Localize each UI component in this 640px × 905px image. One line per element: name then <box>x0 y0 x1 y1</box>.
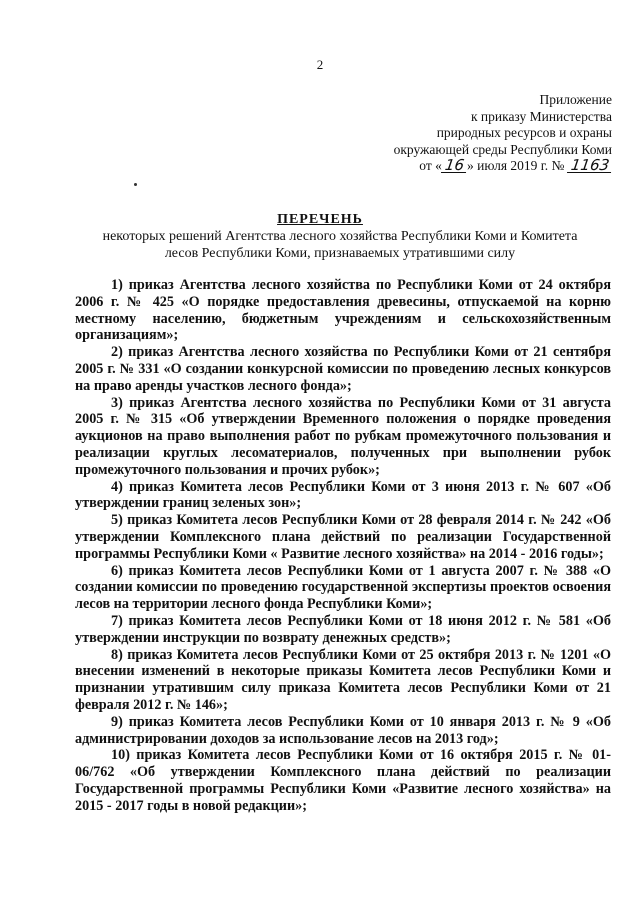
date-prefix: от « <box>419 158 442 173</box>
appendix-line-1: Приложение <box>539 92 612 107</box>
document-title: ПЕРЕЧЕНЬ <box>277 212 363 227</box>
order-date-line <box>394 158 612 175</box>
appendix-line-2: к приказу Министерства <box>470 108 612 124</box>
handwritten-order-number: 1163 <box>567 158 613 173</box>
stray-ink-mark <box>134 183 137 186</box>
appendix-line-3: природных ресурсов и охраны <box>436 125 612 140</box>
subtitle-line-1: некоторых решений Агентства лесного хозяйства Республики Коми и Комитета <box>102 229 578 244</box>
handwritten-day: 16 <box>441 158 468 173</box>
page-number: 2 <box>316 57 324 72</box>
list-item: 8) приказ Комитета лесов Республики Коми от 25 октября 2013 г. № 1201 «О внесении изменений в некоторые приказы Комитета лесов Республики Коми и признании утратившим силу приказа Комитета лесов Республики Коми от 21 февраля 2012 г. № 146»; <box>75 646 611 713</box>
subtitle-line-2: лесов Республики Коми, признаваемых утратившими силу <box>164 246 516 261</box>
list-item: 7) приказ Комитета лесов Республики Коми от 18 июня 2012 г. № 581 «Об утверждении инструкции по возврату денежных средств»; <box>75 612 611 646</box>
list-item: 3) приказ Агентства лесного хозяйства по Республики Коми от 31 августа 2005 г. № 315 «Об утверждении Временного положения о порядке проведения аукционов на право выполнения работ по рубкам промежуточного пользования и реализации круглых лесоматериалов, полученных при выполнении рубок промежуточного пользования и прочих рубок»; <box>75 394 611 478</box>
decision-list <box>75 277 611 815</box>
list-item: 4) приказ Комитета лесов Республики Коми от 3 июня 2013 г. № 607 «Об утверждении границ зеленых зон»; <box>75 478 611 512</box>
list-item: 1) приказ Агентства лесного хозяйства по Республики Коми от 24 октября 2006 г. № 425 «О порядке предоставления древесины, отпускаемой на корню местному населению, бюджетным учреждениям и сельскохозяйственным организациям»; <box>75 277 611 344</box>
date-middle: » июля 2019 г. № <box>466 158 565 173</box>
list-item: 6) приказ Комитета лесов Республики Коми от 1 августа 2007 г. № 388 «О создании комиссии по проведению государственной экспертизы проектов освоения лесов на территории лесного фонда Республики Коми»; <box>75 562 611 613</box>
document-subtitle <box>70 228 610 262</box>
list-item: 9) приказ Комитета лесов Республики Коми от 10 января 2013 г. № 9 «Об администрировании доходов за использование лесов на 2013 год»; <box>75 713 611 747</box>
list-item: 10) приказ Комитета лесов Республики Коми от 16 октября 2015 г. № 01-06/762 «Об утверждении Комплексного плана действий по реализации Государственной программы Республики Коми «Развитие лесного хозяйства» на 2015 - 2017 годы в новой редакции»; <box>75 747 611 814</box>
appendix-line-4: окружающей среды Республики Коми <box>393 141 612 157</box>
appendix-header <box>394 92 612 175</box>
list-item: 2) приказ Агентства лесного хозяйства по Республики Коми от 21 сентября 2005 г. № 331 «О создании конкурсной комиссии по проведению лесных конкурсов на право аренды участков лесного фонда»; <box>75 344 611 394</box>
list-item: 5) приказ Комитета лесов Республики Коми от 28 февраля 2014 г. № 242 «Об утверждении Комплексного плана действий по реализации Государственной программы Республики Коми « Развитие лесного хозяйства» на 2014 - 2016 годы»; <box>75 512 611 562</box>
